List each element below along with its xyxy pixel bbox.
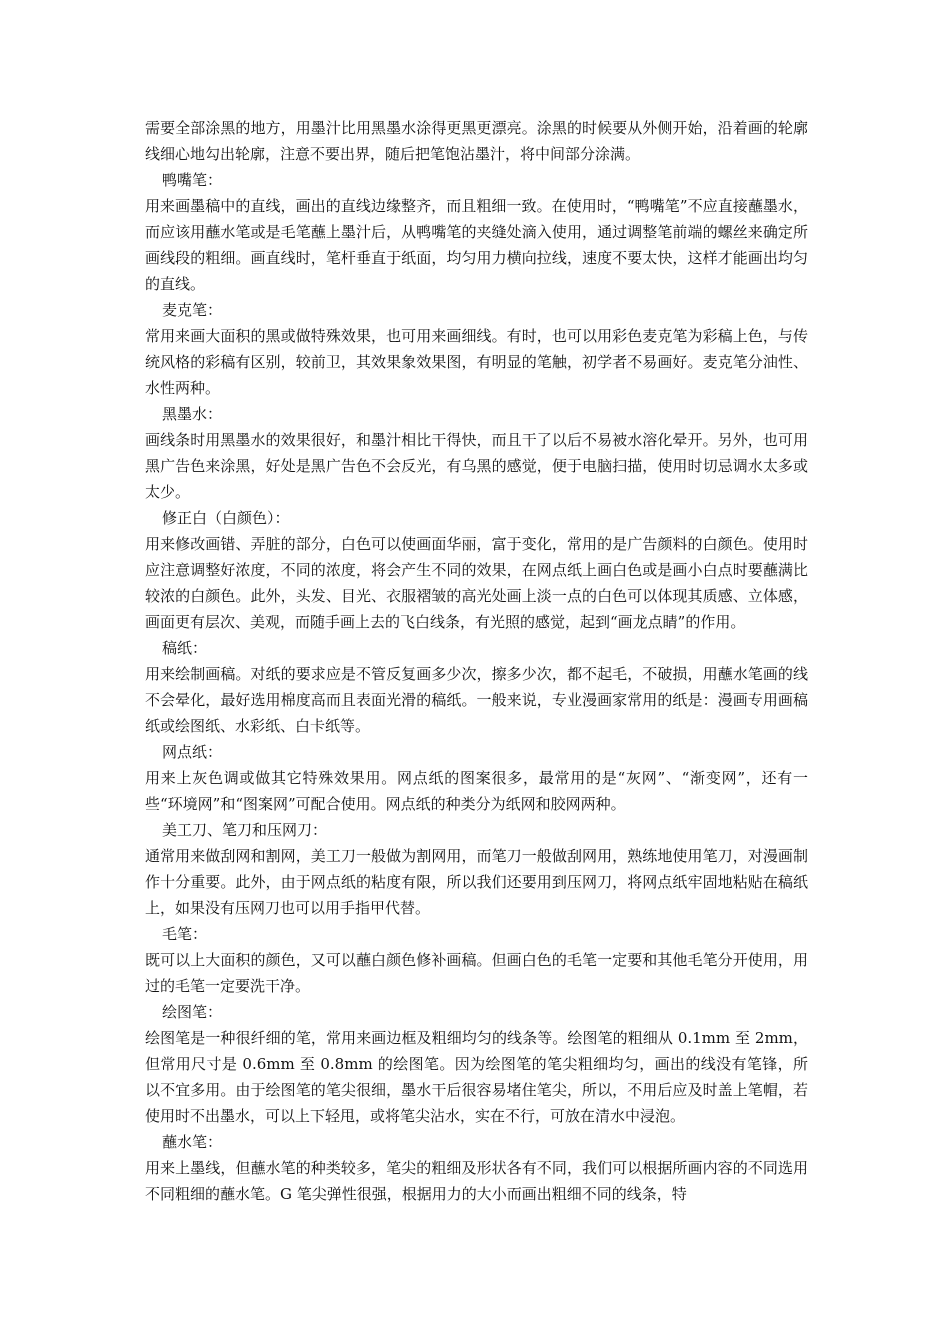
heading-correction-white: 修正白（白颜色）：	[162, 509, 290, 527]
heading-brush: 毛笔：	[162, 925, 208, 943]
paragraph-correction-white: 用来修改画错、弄脏的部分，白色可以使画面华丽，富于变化，常用的是广告颜料的白颜色。使用时应注意调整好浓度，不同的浓度，将会产生不同的效果，在网点纸上画白色或是画小白点时要蘸满比较浓的白颜色。此外，头发、目光、衣服褶皱的高光处画上淡一点的白色可以体现其质感、立体感，画面更有层次、美观，而随手画上去的飞白线条，有光照的感觉，起到“画龙点睛”的作用。	[145, 535, 808, 631]
heading-dip-pen: 蘸水笔：	[162, 1133, 223, 1151]
heading-technical-pen: 绘图笔：	[162, 1003, 223, 1021]
paragraph-drafting-paper: 用来绘制画稿。对纸的要求应是不管反复画多少次，擦多少次，都不起毛，不破损，用蘸水笔画的线不会晕化，最好选用棉度高而且表面光滑的稿纸。一般来说，专业漫画家常用的纸是：漫画专用画稿纸或绘图纸、水彩纸、白卡纸等。	[145, 665, 808, 735]
heading-screentone: 网点纸：	[162, 743, 223, 761]
paragraph-dip-pen: 用来上墨线，但蘸水笔的种类较多，笔尖的粗细及形状各有不同，我们可以根据所画内容的不同选用不同粗细的蘸水笔。G 笔尖弹性很强，根据用力的大小而画出粗细不同的线条，特	[145, 1159, 808, 1203]
paragraph-screentone: 用来上灰色调或做其它特殊效果用。网点纸的图案很多，最常用的是“灰网”、“渐变网”，还有一些“环境网”和“图案网”可配合使用。网点纸的种类分为纸网和胶网两种。	[145, 769, 808, 813]
paragraph-marker-pen: 常用来画大面积的黑或做特殊效果，也可用来画细线。有时，也可以用彩色麦克笔为彩稿上色，与传统风格的彩稿有区别，较前卫，其效果象效果图，有明显的笔触，初学者不易画好。麦克笔分油性、水性两种。	[145, 327, 808, 397]
heading-drafting-paper: 稿纸：	[162, 639, 208, 657]
heading-marker-pen: 麦克笔：	[162, 301, 223, 319]
paragraph-duckbill-pen: 用来画墨稿中的直线，画出的直线边缘整齐，而且粗细一致。在使用时，“鸭嘴笔”不应直接蘸墨水，而应该用蘸水笔或是毛笔蘸上墨汁后，从鸭嘴笔的夹缝处滴入使用，通过调整笔前端的螺丝来确定所画线段的粗细。画直线时，笔杆垂直于纸面，均匀用力横向拉线，速度不要太快，这样才能画出均匀的直线。	[145, 197, 808, 293]
paragraph-intro-ink: 需要全部涂黑的地方，用墨汁比用黑墨水涂得更黑更漂亮。涂黑的时候要从外侧开始，沿着画的轮廓线细心地勾出轮廓，注意不要出界，随后把笔饱沾墨汁，将中间部分涂满。	[145, 119, 808, 163]
heading-knives: 美工刀、笔刀和压网刀：	[162, 821, 328, 839]
document-page	[145, 115, 808, 1207]
paragraph-knives: 通常用来做刮网和割网，美工刀一般做为割网用，而笔刀一般做刮网用，熟练地使用笔刀，对漫画制作十分重要。此外，由于网点纸的粘度有限，所以我们还要用到压网刀，将网点纸牢固地粘贴在稿纸上，如果没有压网刀也可以用手指甲代替。	[145, 847, 808, 917]
heading-duckbill-pen: 鸭嘴笔：	[162, 171, 223, 189]
heading-black-ink: 黑墨水：	[162, 405, 223, 423]
paragraph-technical-pen: 绘图笔是一种很纤细的笔，常用来画边框及粗细均匀的线条等。绘图笔的粗细从 0.1mm 至 2mm，但常用尺寸是 0.6mm 至 0.8mm 的绘图笔。因为绘图笔的笔尖粗细均匀，画出的线没有笔锋，所以不宜多用。由于绘图笔的笔尖很细，墨水干后很容易堵住笔尖，所以，不用后应及时盖上笔帽，若使用时不出墨水，可以上下轻甩，或将笔尖沾水，实在不行，可放在清水中浸泡。	[145, 1029, 808, 1125]
paragraph-brush: 既可以上大面积的颜色，又可以蘸白颜色修补画稿。但画白色的毛笔一定要和其他毛笔分开使用，用过的毛笔一定要洗干净。	[145, 951, 808, 995]
paragraph-black-ink: 画线条时用黑墨水的效果很好，和墨汁相比干得快，而且干了以后不易被水溶化晕开。另外，也可用黑广告色来涂黑，好处是黑广告色不会反光，有乌黑的感觉，便于电脑扫描，使用时切忌调水太多或太少。	[145, 431, 808, 501]
